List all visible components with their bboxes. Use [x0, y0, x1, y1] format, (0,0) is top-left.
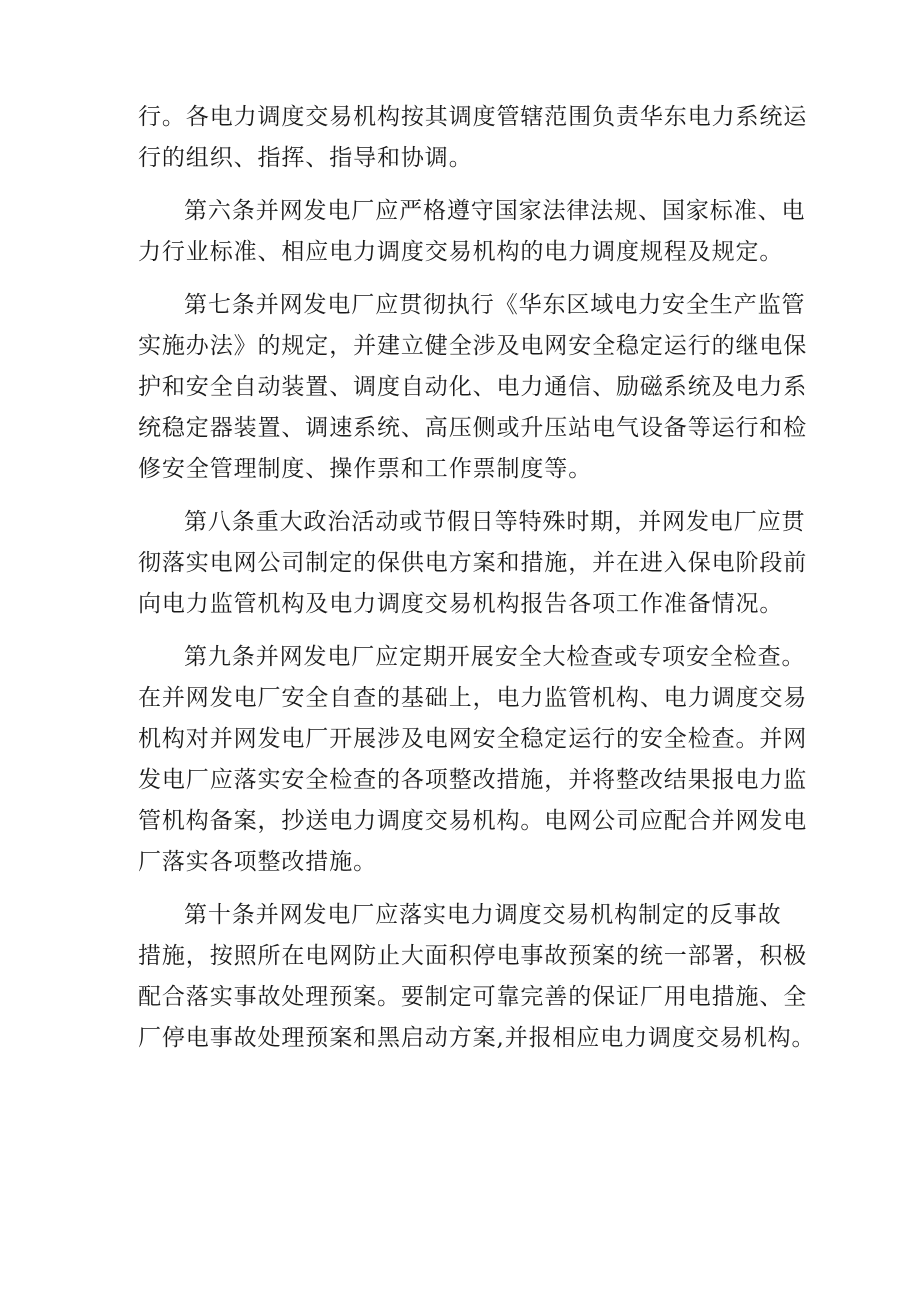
text-line: 修安全管理制度、操作票和工作票制度等。 — [138, 456, 593, 482]
article-10-paragraph — [138, 895, 816, 1059]
text-line: 向电力监管机构及电力调度交易机构报告各项工作准备情况。 — [138, 591, 784, 617]
article-8-paragraph — [138, 502, 808, 625]
text-line: 厂停电事故处理预案和黑启动方案,并报相应电力调度交易机构。 — [138, 1025, 816, 1051]
article-6-paragraph — [138, 191, 806, 273]
text-line: 第六条并网发电厂应严格遵守国家法律法规、国家标准、电 — [184, 198, 806, 224]
text-line: 管机构备案，抄送电力调度交易机构。电网公司应配合并网发电 — [138, 808, 808, 834]
text-line: 实施办法》的规定，并建立健全涉及电网安全稳定运行的继电保 — [138, 333, 808, 359]
text-line: 配合落实事故处理预案。要制定可靠完善的保证厂用电措施、全 — [138, 984, 808, 1010]
text-line: 发电厂应落实安全检查的各项整改措施，并将整改结果报电力监 — [138, 767, 808, 793]
article-9-paragraph — [138, 637, 808, 883]
text-line: 第八条重大政治活动或节假日等特殊时期，并网发电厂应贯 — [184, 509, 806, 535]
text-line: 行的组织、指挥、指导和协调。 — [138, 145, 473, 171]
text-line: 措施，按照所在电网防止大面积停电事故预案的统一部署，积极 — [138, 943, 808, 969]
text-line: 第九条并网发电厂应定期开展安全大检查或专项安全检查。 — [184, 644, 806, 670]
text-line: 厂落实各项整改措施。 — [138, 849, 377, 875]
text-line: 统稳定器装置、调速系统、高压侧或升压站电气设备等运行和检 — [138, 415, 808, 441]
document-body — [138, 97, 816, 1059]
text-line: 第十条并网发电厂应落实电力调度交易机构制定的反事故 — [184, 902, 782, 928]
text-line: 在并网发电厂安全自查的基础上，电力监管机构、电力调度交易 — [138, 685, 808, 711]
text-line: 力行业标准、相应电力调度交易机构的电力调度规程及规定。 — [138, 239, 784, 265]
text-line: 护和安全自动装置、调度自动化、电力通信、励磁系统及电力系 — [138, 374, 808, 400]
article-7-paragraph — [138, 285, 808, 490]
text-line: 机构对并网发电厂开展涉及电网安全稳定运行的安全检查。并网 — [138, 726, 808, 752]
paragraph-continuation — [138, 97, 808, 179]
text-line: 行。各电力调度交易机构按其调度管辖范围负责华东电力系统运 — [138, 104, 808, 130]
text-line: 彻落实电网公司制定的保供电方案和措施，并在进入保电阶段前 — [138, 550, 808, 576]
text-line: 第七条并网发电厂应贯彻执行《华东区域电力安全生产监管 — [184, 292, 806, 318]
